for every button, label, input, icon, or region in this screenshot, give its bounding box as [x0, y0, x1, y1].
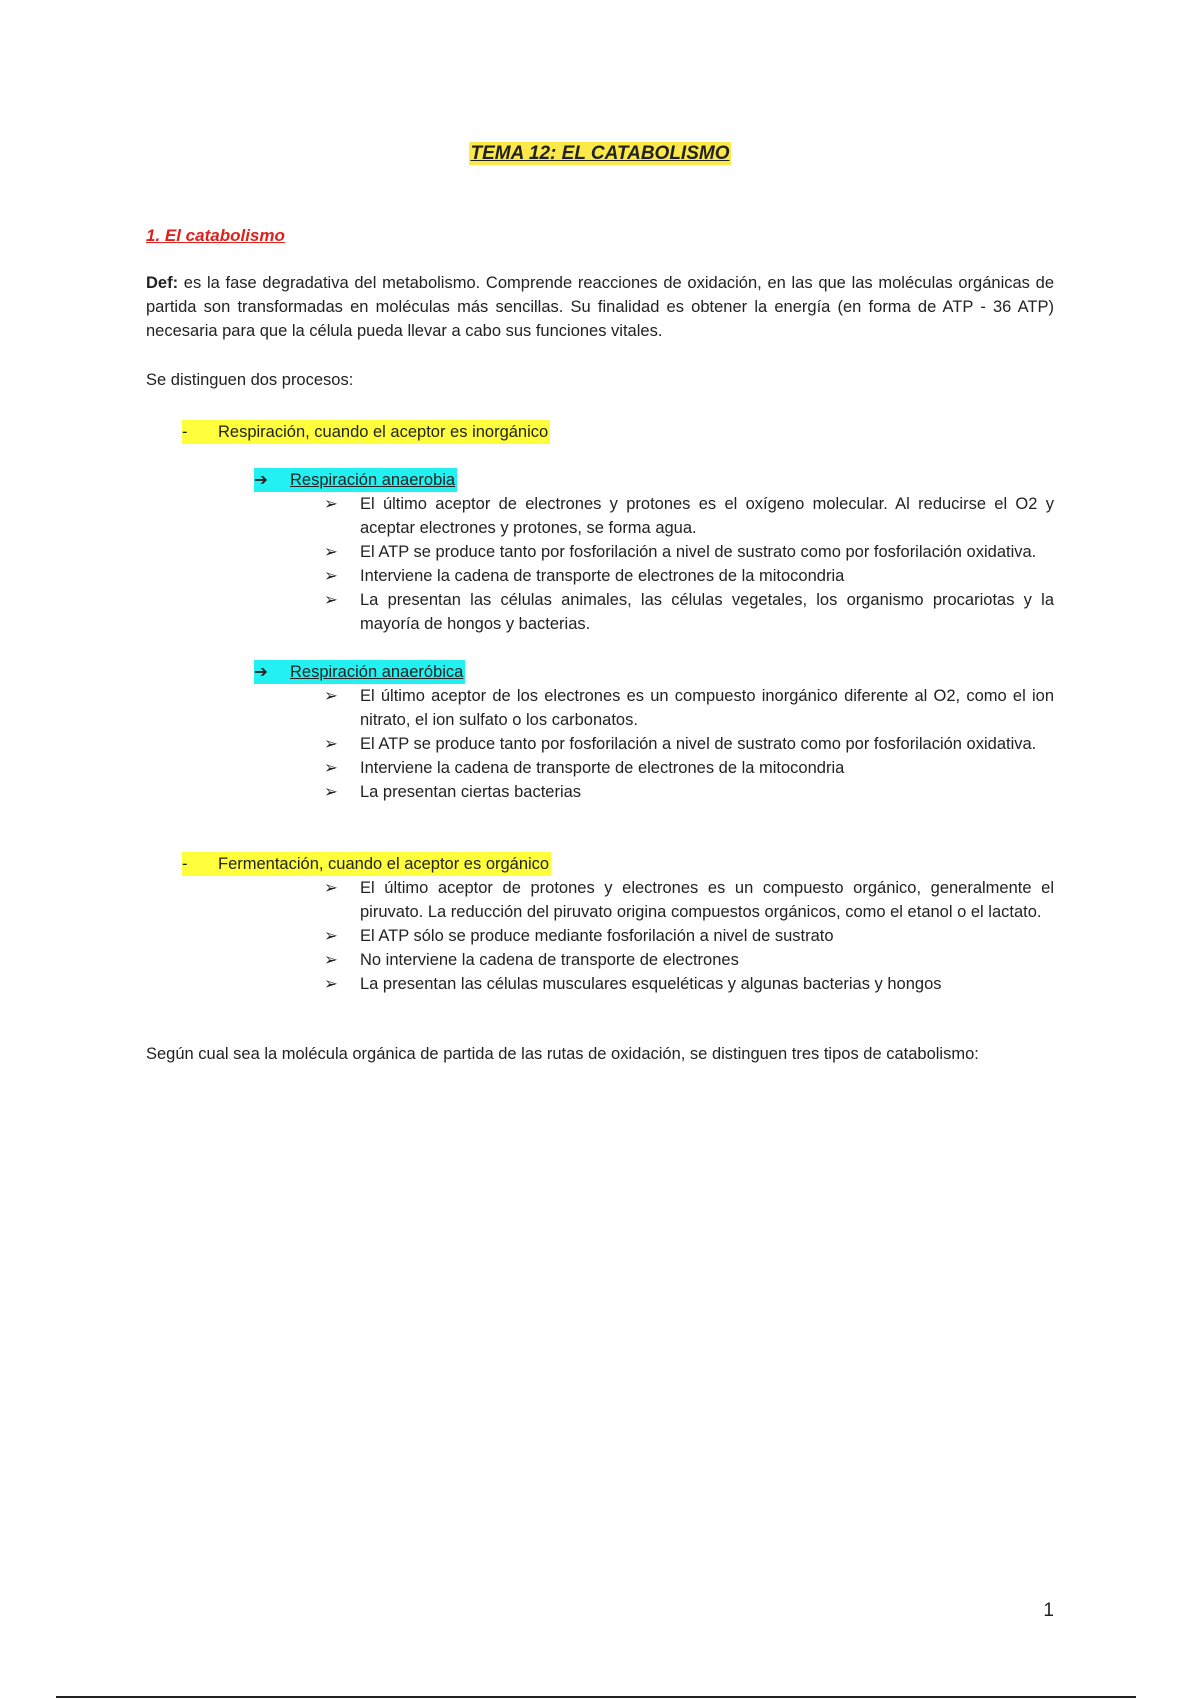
- list-item: [324, 972, 1054, 996]
- footer-rule: [56, 1696, 1136, 1698]
- arrowhead-bullet-icon: ➢: [324, 735, 338, 753]
- list-item-text: Interviene la cadena de transporte de electrones de la mitocondria: [360, 567, 845, 585]
- subsection-list-anaerobica: [324, 684, 1054, 804]
- subsection-label: Respiración anaerobia: [290, 471, 456, 489]
- arrowhead-bullet-icon: ➢: [324, 543, 338, 561]
- definition-text: es la fase degradativa del metabolismo. Comprende reacciones de oxidación, en las que las moléculas orgánicas de partida son transformadas en moléculas más sencillas. Su finalidad es obtener la energía (en forma de ATP - 36 ATP) necesaria para que la célula pueda llevar a cabo sus funciones vitales.: [146, 274, 1054, 340]
- list-item: [324, 948, 1054, 972]
- list-item: [324, 876, 1054, 924]
- intro-paragraph: Se distinguen dos procesos:: [146, 371, 354, 389]
- subsection-list-aerobia: [324, 492, 1054, 636]
- arrowhead-bullet-icon: ➢: [324, 591, 338, 609]
- arrow-icon: ➔: [254, 663, 268, 681]
- document-page: [146, 0, 1054, 1700]
- list-item-text: No interviene la cadena de transporte de electrones: [360, 951, 739, 969]
- arrowhead-bullet-icon: ➢: [324, 495, 338, 513]
- list-item: [324, 924, 1054, 948]
- page-number: 1: [1043, 1600, 1054, 1621]
- list-item-text: El último aceptor de protones y electrones es un compuesto orgánico, generalmente el piruvato. La reducción del piruvato origina compuestos orgánicos, como el etanol o el lactato.: [360, 879, 1054, 921]
- respiracion-bullet: [182, 420, 550, 444]
- section-heading: 1. El catabolismo: [146, 226, 285, 245]
- fermentacion-list: [324, 876, 1054, 996]
- list-item-text: El ATP se produce tanto por fosforilación a nivel de sustrato como por fosforilación oxidativa.: [360, 735, 1037, 753]
- list-item-text: La presentan ciertas bacterias: [360, 783, 582, 801]
- dash-marker: -: [182, 855, 188, 873]
- list-item-text: El ATP se produce tanto por fosforilación a nivel de sustrato como por fosforilación oxidativa.: [360, 543, 1037, 561]
- list-item: [324, 756, 1054, 780]
- list-item: [324, 540, 1054, 564]
- closing-paragraph: Según cual sea la molécula orgánica de partida de las rutas de oxidación, se distinguen tres tipos de catabolismo:: [146, 1045, 979, 1063]
- subsection-heading-aerobia: [254, 468, 457, 492]
- list-item: [324, 684, 1054, 732]
- arrowhead-bullet-icon: ➢: [324, 567, 338, 585]
- list-item-text: Interviene la cadena de transporte de electrones de la mitocondria: [360, 759, 845, 777]
- fermentacion-label: Fermentación, cuando el aceptor es orgánico: [218, 855, 550, 873]
- list-item: [324, 732, 1054, 756]
- arrowhead-bullet-icon: ➢: [324, 687, 338, 705]
- list-item: [324, 492, 1054, 540]
- arrow-icon: ➔: [254, 471, 268, 489]
- definition-label: Def:: [146, 274, 179, 292]
- arrowhead-bullet-icon: ➢: [324, 975, 338, 993]
- list-item-text: El último aceptor de los electrones es un compuesto inorgánico diferente al O2, como el ion nitrato, el ion sulfato o los carbonatos.: [360, 687, 1054, 729]
- subsection-heading-anaerobica: [254, 660, 465, 684]
- page-title: TEMA 12: EL CATABOLISMO: [470, 143, 730, 164]
- list-item: [324, 780, 1054, 804]
- arrowhead-bullet-icon: ➢: [324, 879, 338, 897]
- list-item-text: El ATP sólo se produce mediante fosforilación a nivel de sustrato: [360, 927, 834, 945]
- arrowhead-bullet-icon: ➢: [324, 759, 338, 777]
- arrowhead-bullet-icon: ➢: [324, 927, 338, 945]
- definition-paragraph: [146, 271, 1054, 343]
- list-item-text: El último aceptor de electrones y protones es el oxígeno molecular. Al reducirse el O2 y aceptar electrones y protones, se forma agua.: [360, 495, 1054, 537]
- list-item-text: La presentan las células animales, las células vegetales, los organismo procariotas y la mayoría de hongos y bacterias.: [360, 591, 1054, 633]
- subsection-label: Respiración anaeróbica: [290, 663, 464, 681]
- arrowhead-bullet-icon: ➢: [324, 783, 338, 801]
- list-item: [324, 564, 1054, 588]
- respiracion-label: Respiración, cuando el aceptor es inorgánico: [218, 423, 549, 441]
- title-block: [146, 143, 1054, 165]
- fermentacion-bullet: [182, 852, 551, 876]
- arrowhead-bullet-icon: ➢: [324, 951, 338, 969]
- list-item: [324, 588, 1054, 636]
- list-item-text: La presentan las células musculares esqueléticas y algunas bacterias y hongos: [360, 975, 942, 993]
- dash-marker: -: [182, 423, 188, 441]
